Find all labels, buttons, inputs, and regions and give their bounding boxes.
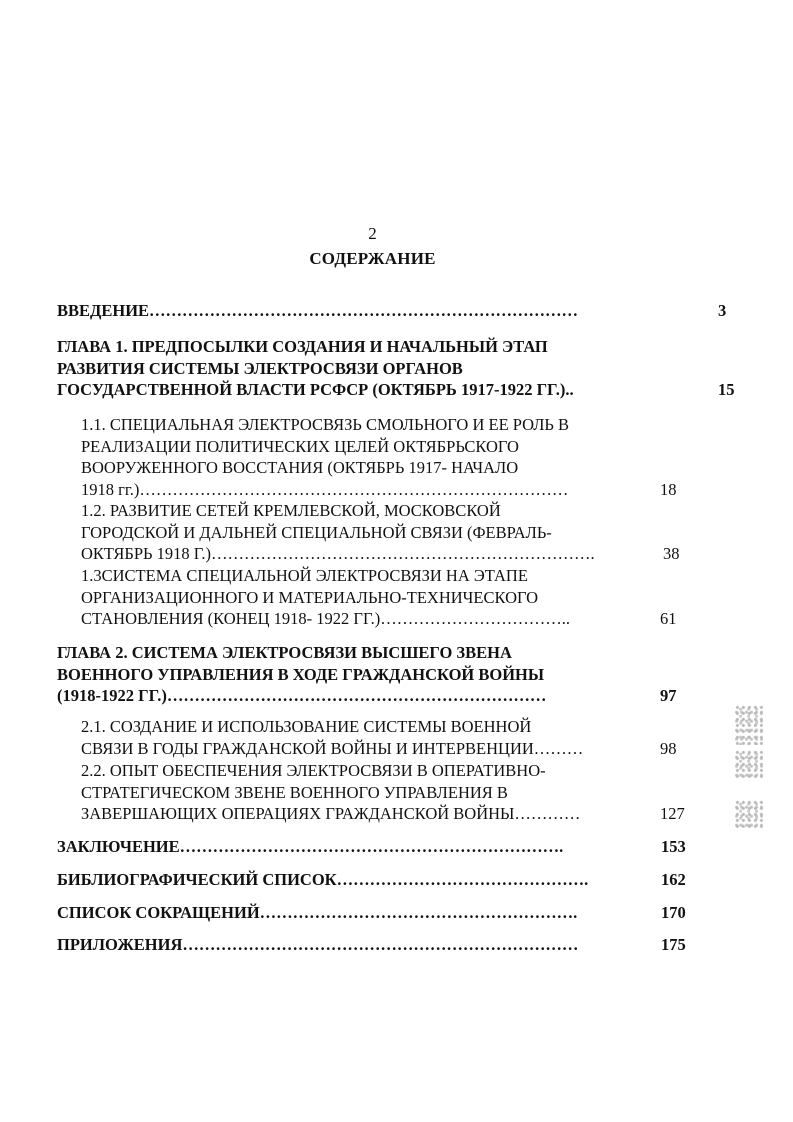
toc-entry-conclusion[interactable] — [57, 836, 697, 858]
toc-entry-line: СТАНОВЛЕНИЯ (КОНЕЦ 1918- 1922 ГГ.)…………………………….. — [81, 609, 570, 628]
toc-entry-appendices[interactable] — [57, 934, 697, 956]
toc-entry-line: 2.2. ОПЫТ ОБЕСПЕЧЕНИЯ ЭЛЕКТРОСВЯЗИ В ОПЕРАТИВНО- — [81, 761, 546, 780]
toc-page-number: 3 — [718, 301, 727, 320]
toc-entry-line: СПИСОК СОКРАЩЕНИЙ…………………………………………………. — [57, 903, 578, 922]
toc-entry-line: РЕАЛИЗАЦИИ ПОЛИТИЧЕСКИХ ЦЕЛЕЙ ОКТЯБРЬСКОГО — [81, 436, 519, 456]
toc-entry-line: ВООРУЖЕННОГО ВОССТАНИЯ (ОКТЯБРЬ 1917- НАЧАЛО — [81, 458, 519, 477]
toc-entry-line: БИБЛИОГРАФИЧЕСКИЙ СПИСОК………………………………………. — [57, 870, 589, 889]
toc-entry-line: 2.1. СОЗДАНИЕ И ИСПОЛЬЗОВАНИЕ СИСТЕМЫ ВОЕННОЙ — [81, 717, 532, 736]
toc-entry-line: 1.3СИСТЕМА СПЕЦИАЛЬНОЙ ЭЛЕКТРОСВЯЗИ НА ЭТАПЕ — [81, 566, 528, 585]
page-number: 2 — [368, 224, 377, 243]
toc-entry-line: ЗАВЕРШАЮЩИХ ОПЕРАЦИЯХ ГРАЖДАНСКОЙ ВОЙНЫ………… — [81, 804, 581, 823]
scan-artifact — [735, 750, 763, 780]
toc-entry-section-1-2[interactable] — [81, 500, 697, 565]
toc-page-number: 18 — [660, 479, 677, 499]
toc-entry-line: ОРГАНИЗАЦИОННОГО И МАТЕРИАЛЬНО-ТЕХНИЧЕСКОГО — [81, 587, 539, 607]
toc-entry-line: 1.1. СПЕЦИАЛЬНАЯ ЭЛЕКТРОСВЯЗЬ СМОЛЬНОГО И ЕЕ РОЛЬ В — [81, 415, 570, 434]
toc-entry-line: ВВЕДЕНИЕ…………………………………………………………………… — [57, 301, 579, 320]
toc-entry-line: ОКТЯБРЬ 1918 Г.)……………………………………………………………. — [81, 544, 595, 563]
toc-page-number: 98 — [660, 738, 677, 758]
toc-entry-line: РАЗВИТИЯ СИСТЕМЫ ЭЛЕКТРОСВЯЗИ ОРГАНОВ — [57, 358, 463, 378]
toc-page-number: 38 — [663, 544, 680, 563]
toc-entry-line: ЗАКЛЮЧЕНИЕ……………………………………………………………. — [57, 837, 564, 856]
toc-entry-line: (1918-1922 ГГ.)…………………………………………………………… — [57, 686, 547, 705]
toc-entry-introduction[interactable] — [57, 300, 727, 322]
toc-entry-line: 1918 гг.)…………………………………………………………………… — [81, 479, 569, 499]
toc-entry-section-1-3[interactable] — [81, 565, 697, 630]
scan-artifact — [735, 705, 763, 745]
toc-entry-chapter-2[interactable] — [57, 642, 697, 707]
toc-entry-line: ГОСУДАРСТВЕННОЙ ВЛАСТИ РСФСР (ОКТЯБРЬ 1917-1922 ГГ.).. — [57, 380, 574, 399]
toc-entry-line: СТРАТЕГИЧЕСКОМ ЗВЕНЕ ВОЕННОГО УПРАВЛЕНИЯ В — [81, 782, 508, 802]
toc-entry-line: ПРИЛОЖЕНИЯ……………………………………………………………… — [57, 935, 579, 954]
toc-entry-line: ГЛАВА 1. ПРЕДПОСЫЛКИ СОЗДАНИЯ И НАЧАЛЬНЫЙ ЭТАП — [57, 337, 548, 356]
toc-entry-chapter-1[interactable] — [57, 336, 735, 401]
toc-page-number: 153 — [661, 837, 686, 856]
toc-entry-line: ВОЕННОГО УПРАВЛЕНИЯ В ХОДЕ ГРАЖДАНСКОЙ ВОЙНЫ — [57, 664, 545, 684]
toc-entry-line: ГЛАВА 2. СИСТЕМА ЭЛЕКТРОСВЯЗИ ВЫСШЕГО ЗВЕНА — [57, 643, 512, 662]
toc-entry-bibliography[interactable] — [57, 869, 697, 891]
toc-page-number: 162 — [661, 870, 686, 889]
scan-artifact — [735, 800, 763, 830]
toc-entry-line: ГОРОДСКОЙ И ДАЛЬНЕЙ СПЕЦИАЛЬНОЙ СВЯЗИ (ФЕВРАЛЬ- — [81, 522, 552, 542]
toc-page-number: 15 — [718, 380, 735, 399]
toc-page-number: 97 — [660, 686, 677, 705]
toc-entry-section-1-1[interactable] — [81, 414, 697, 500]
toc-entry-line: СВЯЗИ В ГОДЫ ГРАЖДАНСКОЙ ВОЙНЫ И ИНТЕРВЕНЦИИ……… — [81, 738, 584, 758]
toc-entry-section-2-1[interactable] — [81, 716, 697, 759]
toc-entry-line: 1.2. РАЗВИТИЕ СЕТЕЙ КРЕМЛЕВСКОЙ, МОСКОВСКОЙ — [81, 501, 501, 520]
toc-title: СОДЕРЖАНИЕ — [309, 249, 436, 268]
toc-page-number: 175 — [661, 935, 686, 954]
toc-page-number: 61 — [660, 609, 677, 628]
toc-entry-abbreviations[interactable] — [57, 902, 697, 924]
toc-entry-section-2-2[interactable] — [81, 760, 697, 825]
toc-page-number: 170 — [661, 903, 686, 922]
toc-page-number: 127 — [660, 804, 685, 823]
